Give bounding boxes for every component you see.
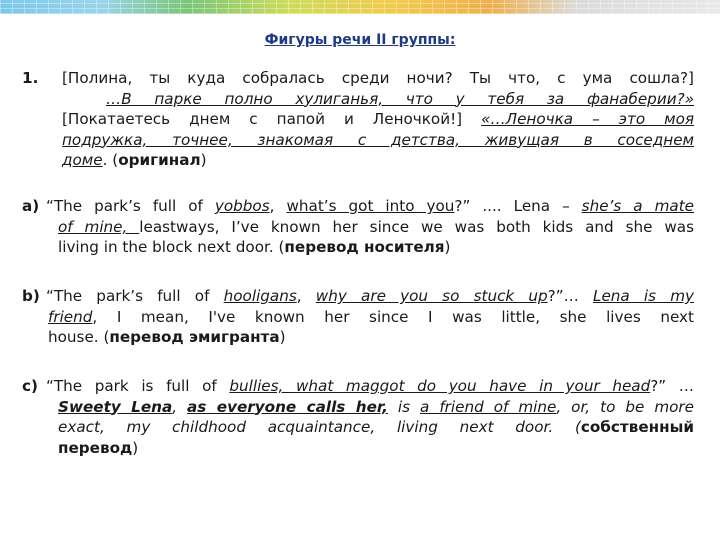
item-b-line-3: house. (перевод эмигранта)	[48, 328, 286, 346]
item-1-line-4: подружка, точнее, знакомая с детства, живущая в соседнем	[62, 130, 694, 149]
item-a-line-3: living in the block next door. (перевод носителя)	[58, 238, 451, 256]
item-c-label: c)	[22, 377, 38, 395]
item-1-line-5: доме. (оригинал)	[62, 151, 207, 169]
item-1-number: 1.	[22, 69, 39, 87]
item-a-text	[46, 196, 694, 258]
item-a-label: a)	[22, 197, 40, 215]
item-c-line-4: перевод)	[58, 438, 139, 457]
item-b-line-2: friend, I mean, I've known her since I was little, she lives next	[48, 307, 694, 326]
decorative-top-stripe	[0, 0, 720, 14]
item-b-label: b)	[22, 287, 40, 305]
item-c-line-2: Sweety Lena, as everyone calls her, is a friend of mine, or, to be more	[58, 397, 694, 416]
item-1-line-3: [Покатаетесь днем с папой и Леночкой!] «…Леночка – это моя	[62, 110, 694, 128]
item-b-text	[46, 286, 694, 348]
item-1-line-2: …В парке полно хулиганья, что у тебя за фанаберии?»	[106, 89, 694, 108]
item-c-line-3: exact, my childhood acquaintance, living next door. (собственный	[58, 418, 694, 436]
item-c-line-1: “The park is full of bullies, what maggot do you have in your head?” …	[46, 377, 694, 395]
item-1-text	[62, 68, 694, 171]
item-c-text	[46, 376, 694, 458]
item-a-line-2: of mine, leastways, I’ve known her since we was both kids and she was	[58, 217, 694, 236]
slide-title: Фигуры речи II группы:	[264, 32, 456, 48]
item-b-line-1: “The park’s full of hooligans, why are you so stuck up?”… Lena is my	[46, 287, 695, 305]
item-1-line-1: [Полина, ты куда собралась среди ночи? Ты что, с ума сошла?]	[62, 69, 694, 87]
item-a-line-1: “The park’s full of yobbos, what’s got into you?” .... Lena – she’s a mate	[46, 197, 694, 215]
